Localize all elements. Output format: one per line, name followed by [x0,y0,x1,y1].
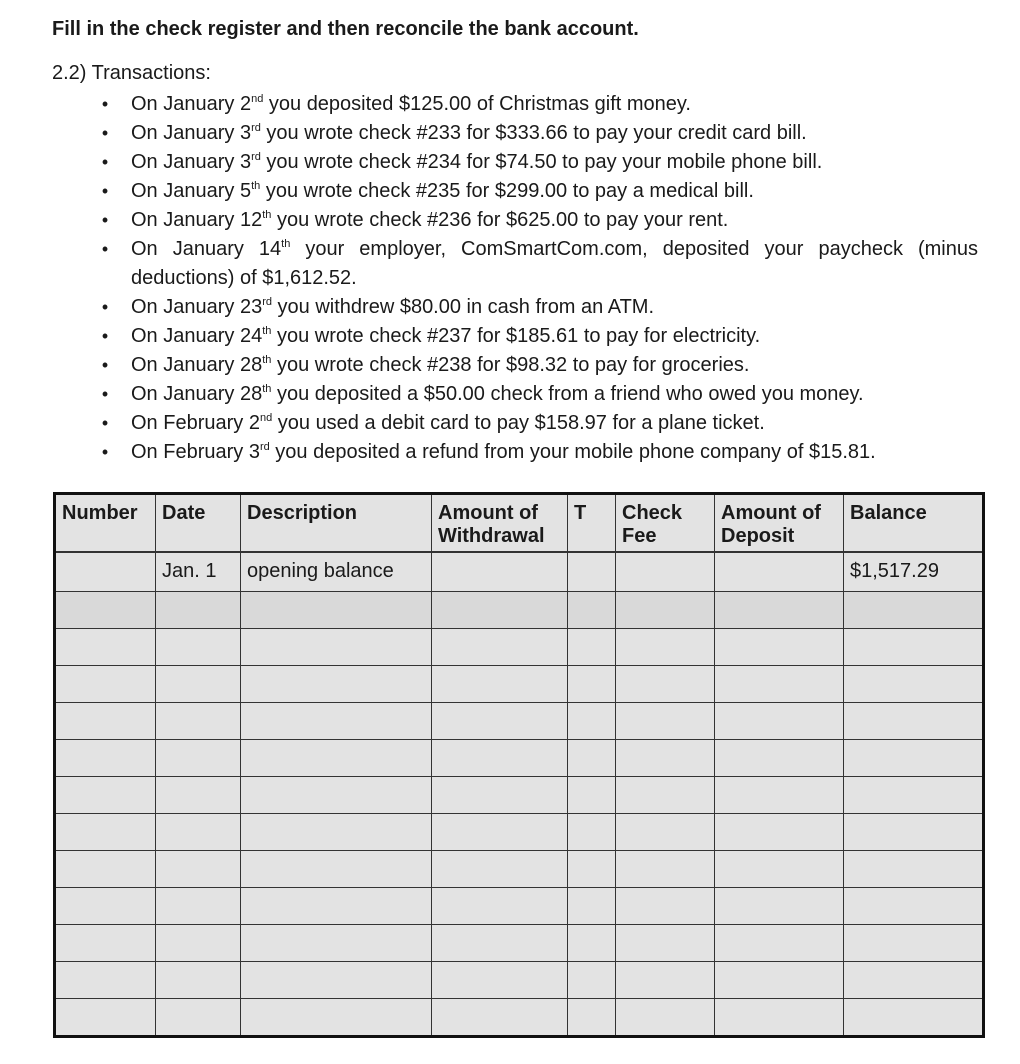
transaction-date: On January 28 [131,354,263,376]
cell-number[interactable] [55,813,156,850]
transaction-date: On January 14 [131,238,282,260]
bullet-icon: • [101,181,109,201]
cell-number[interactable] [55,776,156,813]
cell-withdrawal[interactable] [432,665,568,702]
header-number: Number [55,494,156,552]
cell-withdrawal[interactable] [432,850,568,887]
cell-withdrawal[interactable] [432,702,568,739]
cell-t[interactable] [568,776,616,813]
cell-date[interactable] [156,924,241,961]
header-withdrawal-line1: Amount of [438,502,538,524]
bullet-icon: • [101,297,109,317]
bullet-icon: • [101,210,109,230]
register-row [55,887,984,924]
cell-number[interactable] [55,961,156,998]
cell-description[interactable] [241,813,432,850]
header-check-fee [616,494,715,552]
instructions-heading: Fill in the check register and then reconcile the bank account. [52,18,639,40]
transaction-text: you wrote check #237 for $185.61 to pay for electricity. [271,325,761,347]
register-row [55,924,984,961]
cell-description[interactable] [241,739,432,776]
cell-date[interactable] [156,887,241,924]
cell-deposit[interactable] [715,628,844,665]
cell-balance[interactable] [844,813,984,850]
transaction-text: you deposited $125.00 of Christmas gift money. [263,93,691,115]
cell-balance[interactable] [844,739,984,776]
cell-date[interactable] [156,850,241,887]
cell-fee[interactable] [616,665,715,702]
cell-t[interactable] [568,813,616,850]
cell-deposit[interactable] [715,998,844,1036]
header-deposit [715,494,844,552]
ordinal-suffix: nd [251,93,264,105]
cell-t[interactable] [568,702,616,739]
cell-deposit[interactable] [715,776,844,813]
transaction-date: On February 2 [131,412,260,434]
ordinal-suffix: th [281,238,291,250]
cell-balance[interactable] [844,702,984,739]
transaction-item [0,293,1020,322]
cell-description[interactable] [241,628,432,665]
cell-balance[interactable] [844,961,984,998]
cell-balance[interactable] [844,887,984,924]
register-row [55,739,984,776]
cell-date[interactable] [156,628,241,665]
cell-number[interactable] [55,702,156,739]
cell-balance[interactable] [844,850,984,887]
transaction-item [0,380,1020,409]
cell-description[interactable] [241,924,432,961]
header-deposit-line1: Amount of [721,502,821,524]
cell-fee[interactable] [616,850,715,887]
cell-description[interactable] [241,998,432,1036]
cell-deposit[interactable] [715,850,844,887]
transaction-date: On January 12 [131,209,263,231]
ordinal-suffix: th [262,325,272,337]
cell-fee[interactable] [616,702,715,739]
bullet-icon: • [101,384,109,404]
ordinal-suffix: th [262,354,272,366]
transaction-item [0,90,1020,119]
cell-deposit[interactable] [715,961,844,998]
cell-fee[interactable] [616,924,715,961]
ordinal-suffix: rd [262,296,272,308]
cell-t[interactable] [568,591,616,628]
cell-withdrawal[interactable] [432,628,568,665]
transaction-item [0,322,1020,351]
cell-balance[interactable] [844,998,984,1036]
register-row [55,961,984,998]
cell-fee[interactable] [616,776,715,813]
cell-deposit[interactable] [715,813,844,850]
cell-number[interactable] [55,887,156,924]
ordinal-suffix: th [262,209,272,221]
transaction-item [0,235,1020,293]
cell-number[interactable] [55,665,156,702]
section-number: 2.2) [52,62,87,84]
cell-t[interactable] [568,628,616,665]
cell-deposit[interactable] [715,702,844,739]
cell-balance[interactable] [844,776,984,813]
register-row [55,850,984,887]
transaction-item [0,409,1020,438]
cell-fee[interactable] [616,628,715,665]
header-withdrawal [432,494,568,552]
ordinal-suffix: rd [251,122,261,134]
cell-description[interactable] [241,850,432,887]
cell-balance[interactable] [844,628,984,665]
header-fee-line2: Fee [622,525,657,547]
cell-number[interactable] [55,998,156,1036]
cell-description[interactable] [241,961,432,998]
cell-deposit[interactable] [715,665,844,702]
transaction-text: your employer, ComSmartCom.com, deposited your paycheck (minus deductions) of $1,612.52. [131,238,978,289]
cell-withdrawal[interactable] [432,739,568,776]
cell-fee[interactable] [616,739,715,776]
register-row [55,665,984,702]
transaction-item [0,206,1020,235]
ordinal-suffix: rd [259,441,270,453]
transaction-date: On January 28 [131,383,263,405]
cell-t[interactable] [568,998,616,1036]
cell-withdrawal[interactable] [432,924,568,961]
bullet-icon: • [101,326,109,346]
cell-balance[interactable] [844,924,984,961]
transaction-text: you withdrew $80.00 in cash from an ATM. [271,296,655,318]
header-withdrawal-line2: Withdrawal [438,525,545,547]
check-register-table [53,492,985,1038]
transaction-list [0,90,1020,467]
cell-date[interactable] [156,702,241,739]
transaction-date: On January 2 [131,93,252,115]
cell-fee[interactable] [616,552,715,592]
transaction-date: On January 3 [131,151,252,173]
transaction-text: you wrote check #234 for $74.50 to pay your mobile phone bill. [260,151,823,173]
transaction-date: On January 3 [131,122,252,144]
transaction-date: On February 3 [131,441,260,463]
register-row [55,998,984,1036]
cell-date[interactable] [156,591,241,628]
cell-number[interactable] [55,628,156,665]
cell-fee[interactable] [616,591,715,628]
transaction-item [0,351,1020,380]
ordinal-suffix: nd [259,412,273,424]
ordinal-suffix: th [262,383,272,395]
transaction-date: On January 23 [131,296,263,318]
header-t: T [568,494,616,552]
cell-withdrawal[interactable] [432,813,568,850]
bullet-icon: • [101,442,109,462]
cell-t[interactable] [568,665,616,702]
cell-withdrawal[interactable] [432,998,568,1036]
cell-t[interactable] [568,924,616,961]
transaction-text: you wrote check #235 for $299.00 to pay a medical bill. [260,180,754,202]
cell-withdrawal[interactable] [432,776,568,813]
cell-date[interactable]: Jan. 1 [156,552,241,592]
cell-fee[interactable] [616,998,715,1036]
transaction-item [0,177,1020,206]
register-row [55,628,984,665]
transaction-date: On January 5 [131,180,252,202]
ordinal-suffix: rd [251,151,261,163]
cell-description[interactable] [241,887,432,924]
cell-description[interactable] [241,665,432,702]
bullet-icon: • [101,152,109,172]
cell-t[interactable] [568,552,616,592]
cell-number[interactable] [55,591,156,628]
cell-number[interactable] [55,924,156,961]
bullet-icon: • [101,94,109,114]
section-title: Transactions: [91,62,211,84]
cell-description[interactable]: opening balance [241,552,432,592]
transaction-item [0,438,1020,467]
cell-deposit[interactable] [715,887,844,924]
header-deposit-line2: Deposit [721,525,795,547]
ordinal-suffix: th [251,180,261,192]
cell-description[interactable] [241,776,432,813]
cell-t[interactable] [568,887,616,924]
bullet-icon: • [101,413,109,433]
cell-number[interactable] [55,552,156,592]
cell-description[interactable] [241,702,432,739]
register-row [55,702,984,739]
register-header-row [55,494,984,552]
cell-deposit[interactable] [715,924,844,961]
cell-balance[interactable]: $1,517.29 [844,552,984,592]
transaction-text: you deposited a $50.00 check from a friend who owed you money. [271,383,864,405]
transaction-text: you wrote check #236 for $625.00 to pay your rent. [271,209,729,231]
cell-t[interactable] [568,850,616,887]
header-fee-line1: Check [622,502,683,524]
transaction-text: you wrote check #238 for $98.32 to pay for groceries. [271,354,750,376]
cell-withdrawal[interactable] [432,591,568,628]
cell-fee[interactable] [616,813,715,850]
cell-fee[interactable] [616,887,715,924]
cell-fee[interactable] [616,961,715,998]
header-description: Description [241,494,432,552]
header-balance: Balance [844,494,984,552]
cell-date[interactable] [156,665,241,702]
cell-date[interactable] [156,813,241,850]
cell-number[interactable] [55,850,156,887]
register-row [55,591,984,628]
cell-deposit[interactable] [715,591,844,628]
bullet-icon: • [101,123,109,143]
transaction-text: you wrote check #233 for $333.66 to pay your credit card bill. [260,122,807,144]
register-row [55,813,984,850]
cell-withdrawal[interactable] [432,887,568,924]
cell-number[interactable] [55,739,156,776]
cell-description[interactable] [241,591,432,628]
opening-balance-row [55,552,984,592]
transaction-text: you deposited a refund from your mobile phone company of $15.81. [269,441,876,463]
bullet-icon: • [101,355,109,375]
transaction-text: you used a debit card to pay $158.97 for a plane ticket. [272,412,765,434]
transaction-item [0,148,1020,177]
cell-deposit[interactable] [715,552,844,592]
header-date: Date [156,494,241,552]
cell-date[interactable] [156,739,241,776]
register-row [55,776,984,813]
cell-withdrawal[interactable] [432,961,568,998]
bullet-icon: • [101,239,109,259]
cell-balance[interactable] [844,665,984,702]
cell-date[interactable] [156,961,241,998]
cell-withdrawal[interactable] [432,552,568,592]
cell-deposit[interactable] [715,739,844,776]
transaction-item [0,119,1020,148]
cell-date[interactable] [156,776,241,813]
cell-balance[interactable] [844,591,984,628]
cell-t[interactable] [568,961,616,998]
cell-date[interactable] [156,998,241,1036]
transaction-date: On January 24 [131,325,263,347]
section-label [52,62,211,85]
cell-t[interactable] [568,739,616,776]
